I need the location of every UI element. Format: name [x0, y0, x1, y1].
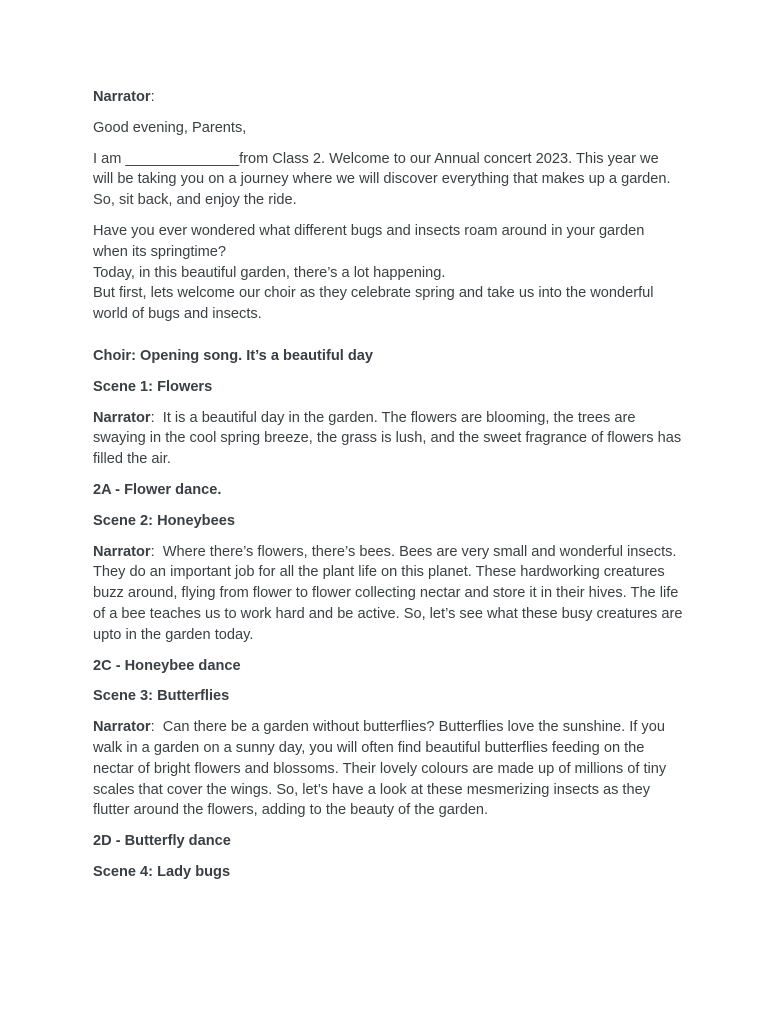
choir-heading: Choir: Opening song. It’s a beautiful day: [93, 347, 373, 364]
scene1-dance: 2A - Flower dance.: [93, 481, 222, 498]
narrator-heading: [93, 87, 683, 108]
narrator-label: Narrator: [93, 409, 151, 426]
narrator-label: Narrator: [93, 543, 151, 560]
scene3-text: Can there be a garden without butterflies? Butterflies love the sunshine. If you walk in a garden on a sunny day, you will often find beautiful butterflies feeding on the nectar of bright flowers and blossoms. Their lovely colours are made up of millions of tiny scales that cover the wings. So, let’s have a look at these mesmerizing insects as they flutter around the flowers, adding to the beauty of the garden.: [93, 719, 667, 819]
scene1-paragraph: [93, 408, 683, 470]
question-line: But first, lets welcome our choir as they celebrate spring and take us into the wonderful world of bugs and insects.: [93, 285, 654, 323]
question-line: Have you ever wondered what different bugs and insects roam around in your garden when its springtime?: [93, 222, 645, 260]
narrator-colon: :: [150, 719, 155, 736]
scene4-heading: Scene 4: Lady bugs: [93, 863, 231, 880]
question-line: Today, in this beautiful garden, there’s a lot happening.: [93, 264, 446, 281]
greeting-paragraph: Good evening, Parents,: [93, 119, 247, 136]
scene2-heading: Scene 2: Honeybees: [93, 512, 235, 529]
scene3-paragraph: [93, 717, 683, 821]
scene1-text: It is a beautiful day in the garden. The flowers are blooming, the trees are swaying in the cool spring breeze, the grass is lush, and the sweet fragrance of flowers has filled the air.: [93, 409, 682, 468]
scene2-text: Where there’s flowers, there’s bees. Bees are very small and wonderful insects. They do an important job for all the plant life on this planet. These hardworking creatures buzz around, flying from flower to flower collecting nectar and store it in their hives. The life of a bee teaches us to work hard and be active. So, let’s see what these busy creatures are upto in the garden today.: [93, 543, 683, 643]
scene3-heading: Scene 3: Butterflies: [93, 688, 230, 705]
document-page: [93, 87, 683, 883]
narrator-label: Narrator: [93, 719, 151, 736]
scene3-dance: 2D - Butterfly dance: [93, 833, 231, 850]
narrator-colon: :: [150, 409, 155, 426]
scene1-heading: Scene 1: Flowers: [93, 378, 213, 395]
narrator-colon: :: [150, 89, 155, 105]
narrator-label: Narrator: [93, 89, 151, 105]
intro-paragraph: I am ______________from Class 2. Welcome to our Annual concert 2023. This year we will be taking you on a journey where we will discover everything that makes up a garden. So, sit back, and enjoy the ride.: [93, 150, 671, 209]
narrator-colon: :: [150, 543, 155, 560]
question-paragraph: [93, 221, 683, 325]
scene2-paragraph: [93, 542, 683, 646]
scene2-dance: 2C - Honeybee dance: [93, 657, 241, 674]
